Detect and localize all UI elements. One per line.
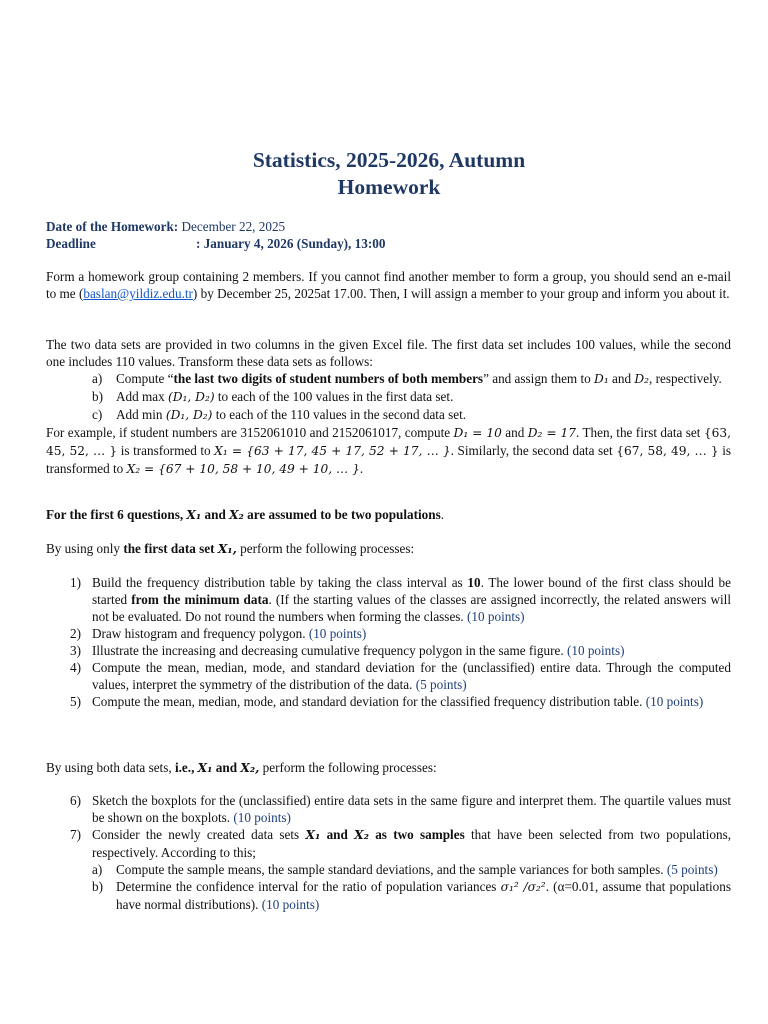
transform-item-b	[46, 388, 731, 406]
question-text: . The lower bound of the first class should be started	[92, 575, 731, 607]
math-expression: X₁ = {63 + 17, 45 + 17, 52 + 17, … }	[214, 444, 451, 458]
transform-item-a	[46, 370, 731, 388]
document-title	[0, 147, 768, 201]
question-text: Illustrate the increasing and decreasing cumulative frequency polygon in the same figure.	[92, 643, 567, 658]
example-text: and	[501, 425, 528, 440]
item-label: a)	[92, 862, 103, 877]
question-points: (10 points)	[233, 810, 291, 825]
math-expression: X₂ = {67 + 10, 58 + 10, 49 + 10, … }	[126, 462, 360, 476]
question-text: . (If the starting values of the classes are assigned incorrectly, the related answers will not be evaluated. Do not round the numbers when forming the classes.	[92, 592, 732, 624]
item-text: Add max	[116, 389, 169, 404]
question-bold: 10	[467, 575, 481, 590]
question-3	[46, 642, 731, 659]
math-expression: {63, 45, 52, … }	[46, 426, 731, 458]
transform-example	[46, 424, 731, 478]
question-2	[46, 625, 731, 642]
heading-bold: i.e.,	[174, 760, 198, 775]
heading-text: By using only	[46, 541, 124, 556]
question-7	[46, 826, 731, 861]
statement-text: and	[201, 507, 230, 522]
question-7a	[46, 861, 731, 878]
heading-text: By using both data sets,	[46, 760, 175, 775]
heading-bold: and	[212, 760, 241, 775]
item-text: Add min	[116, 407, 166, 422]
item-label: a)	[92, 371, 103, 386]
question-list-1	[46, 574, 731, 710]
item-text: to each of the 100 values in the first data set.	[214, 389, 454, 404]
title-line-1: Statistics, 2025-2026, Autumn	[252, 148, 526, 172]
math-x1: X₁,	[217, 542, 237, 556]
question-number: 5)	[70, 694, 81, 709]
math-x2: X₂	[354, 828, 369, 842]
question-text: Determine the confidence interval for the ratio of population variances	[116, 879, 501, 894]
example-text: .	[359, 461, 364, 476]
question-text: Compute the mean, median, mode, and standard deviation for the classified frequency distribution table.	[92, 694, 646, 709]
question-number: 7)	[70, 827, 81, 842]
question-text: Draw histogram and frequency polygon.	[92, 626, 309, 641]
intro-text-2: ) by December 25, 2025at 17.00. Then, I will assign a member to your group and inform you about it.	[192, 286, 730, 301]
email-link[interactable]: baslan@yildiz.edu.tr	[83, 286, 193, 301]
intro-paragraph	[46, 268, 731, 302]
question-list-2	[46, 792, 731, 913]
item-text: , respectively.	[649, 371, 722, 386]
question-bold: as two samples	[368, 827, 465, 842]
deadline-value: : January 4, 2026 (Sunday), 13:00	[196, 236, 386, 251]
question-points: (10 points)	[645, 694, 704, 709]
question-4	[46, 659, 731, 693]
heading-bold: the first data set	[123, 541, 218, 556]
example-text: . Similarly, the second data set	[450, 443, 617, 458]
heading-text: perform the following processes:	[259, 760, 437, 775]
question-number: 2)	[70, 626, 81, 641]
question-points: (10 points)	[467, 609, 525, 624]
question-text: Sketch the boxplots for the (unclassified) entire data sets in the same figure and interpret them. The quartile values must be shown on the boxplots.	[92, 793, 731, 825]
example-text: For example, if student numbers are 3152061010 and 2152061017, compute	[46, 425, 454, 440]
math-x1: X₁	[186, 508, 202, 522]
question-number: 6)	[70, 793, 81, 808]
date-row	[46, 218, 731, 235]
question-7b	[46, 878, 731, 913]
question-number: 4)	[70, 660, 81, 675]
math-expression: {67, 58, 49, … }	[616, 444, 719, 458]
transform-intro: The two data sets are provided in two columns in the given Excel file. The first data set includes 100 values, while the second one includes 110 values. Transform these data sets as follows:	[46, 337, 731, 369]
item-bold-text: the last two digits of student numbers of both members	[173, 371, 484, 386]
math-d1: D₁	[594, 372, 609, 386]
heading-text: perform the following processes:	[236, 541, 415, 556]
math-variance-ratio: σ₁² /σ₂²	[500, 880, 546, 894]
question-5	[46, 693, 731, 710]
deadline-label: Deadline	[46, 236, 96, 251]
question-points: (5 points)	[666, 862, 718, 877]
item-text: to each of the 110 values in the second data set.	[212, 407, 467, 422]
date-label: Date of the Homework:	[46, 219, 179, 234]
math-x2: X₂	[229, 508, 244, 522]
transform-section	[46, 336, 731, 478]
math-expression: D₁ = 10	[453, 426, 502, 440]
question-1	[46, 574, 731, 625]
math-expression: (D₁, D₂)	[168, 390, 215, 404]
statement-text: .	[440, 507, 445, 522]
example-text: is transformed to	[46, 443, 732, 476]
intro-text-1: Form a homework group containing 2 members. If you cannot find another member to form a group, you should send an e-mail to me (	[46, 269, 731, 301]
section1-heading	[46, 540, 731, 558]
question-text: Compute the sample means, the sample standard deviations, and the sample variances for both samples.	[116, 862, 667, 877]
example-text: . Then, the first data set	[576, 425, 704, 440]
math-x1: X₁	[197, 761, 213, 775]
math-expression: (D₁, D₂)	[165, 408, 213, 422]
statement-text: For the first 6 questions,	[46, 507, 187, 522]
math-x1: X₁	[305, 828, 321, 842]
transform-item-c	[46, 406, 731, 424]
date-value: December 22, 2025	[181, 219, 286, 234]
question-text: . (α=0.01, assume that populations have normal distributions).	[116, 879, 731, 912]
math-d2: D₂	[634, 372, 650, 386]
item-text: and	[608, 371, 635, 386]
question-number: 3)	[70, 643, 81, 658]
question-points: (10 points)	[261, 897, 320, 912]
item-text: ” and assign them to	[483, 371, 595, 386]
question-text: Compute the mean, median, mode, and standard deviation for the (unclassified) entire data. Through the computed values, interpret the symmetry of the distribution of the data.	[92, 660, 731, 692]
section2-heading	[46, 759, 731, 777]
question-points: (5 points)	[415, 677, 467, 692]
math-expression: D₂ = 17	[527, 426, 577, 440]
populations-statement	[46, 506, 731, 524]
question-points: (10 points)	[566, 643, 625, 658]
question-text: Consider the newly created data sets	[92, 827, 306, 842]
item-label: b)	[92, 389, 103, 404]
question-text: Build the frequency distribution table by taking the class interval as	[92, 575, 468, 590]
homework-header	[46, 218, 731, 252]
item-label: c)	[92, 407, 103, 422]
question-text: that have been selected from two populations, respectively. According to this;	[92, 827, 731, 860]
math-x2: X₂,	[240, 761, 260, 775]
item-label: b)	[92, 879, 103, 894]
question-bold: from the minimum data	[131, 592, 269, 607]
title-line-2: Homework	[337, 175, 441, 199]
example-text: is transformed to	[117, 443, 215, 458]
question-points: (10 points)	[308, 626, 367, 641]
statement-text: are assumed to be two populations	[243, 507, 441, 522]
item-text: Compute “	[116, 371, 174, 386]
question-6	[46, 792, 731, 826]
question-bold: and	[320, 827, 355, 842]
deadline-row	[46, 235, 731, 252]
question-number: 1)	[70, 575, 81, 590]
